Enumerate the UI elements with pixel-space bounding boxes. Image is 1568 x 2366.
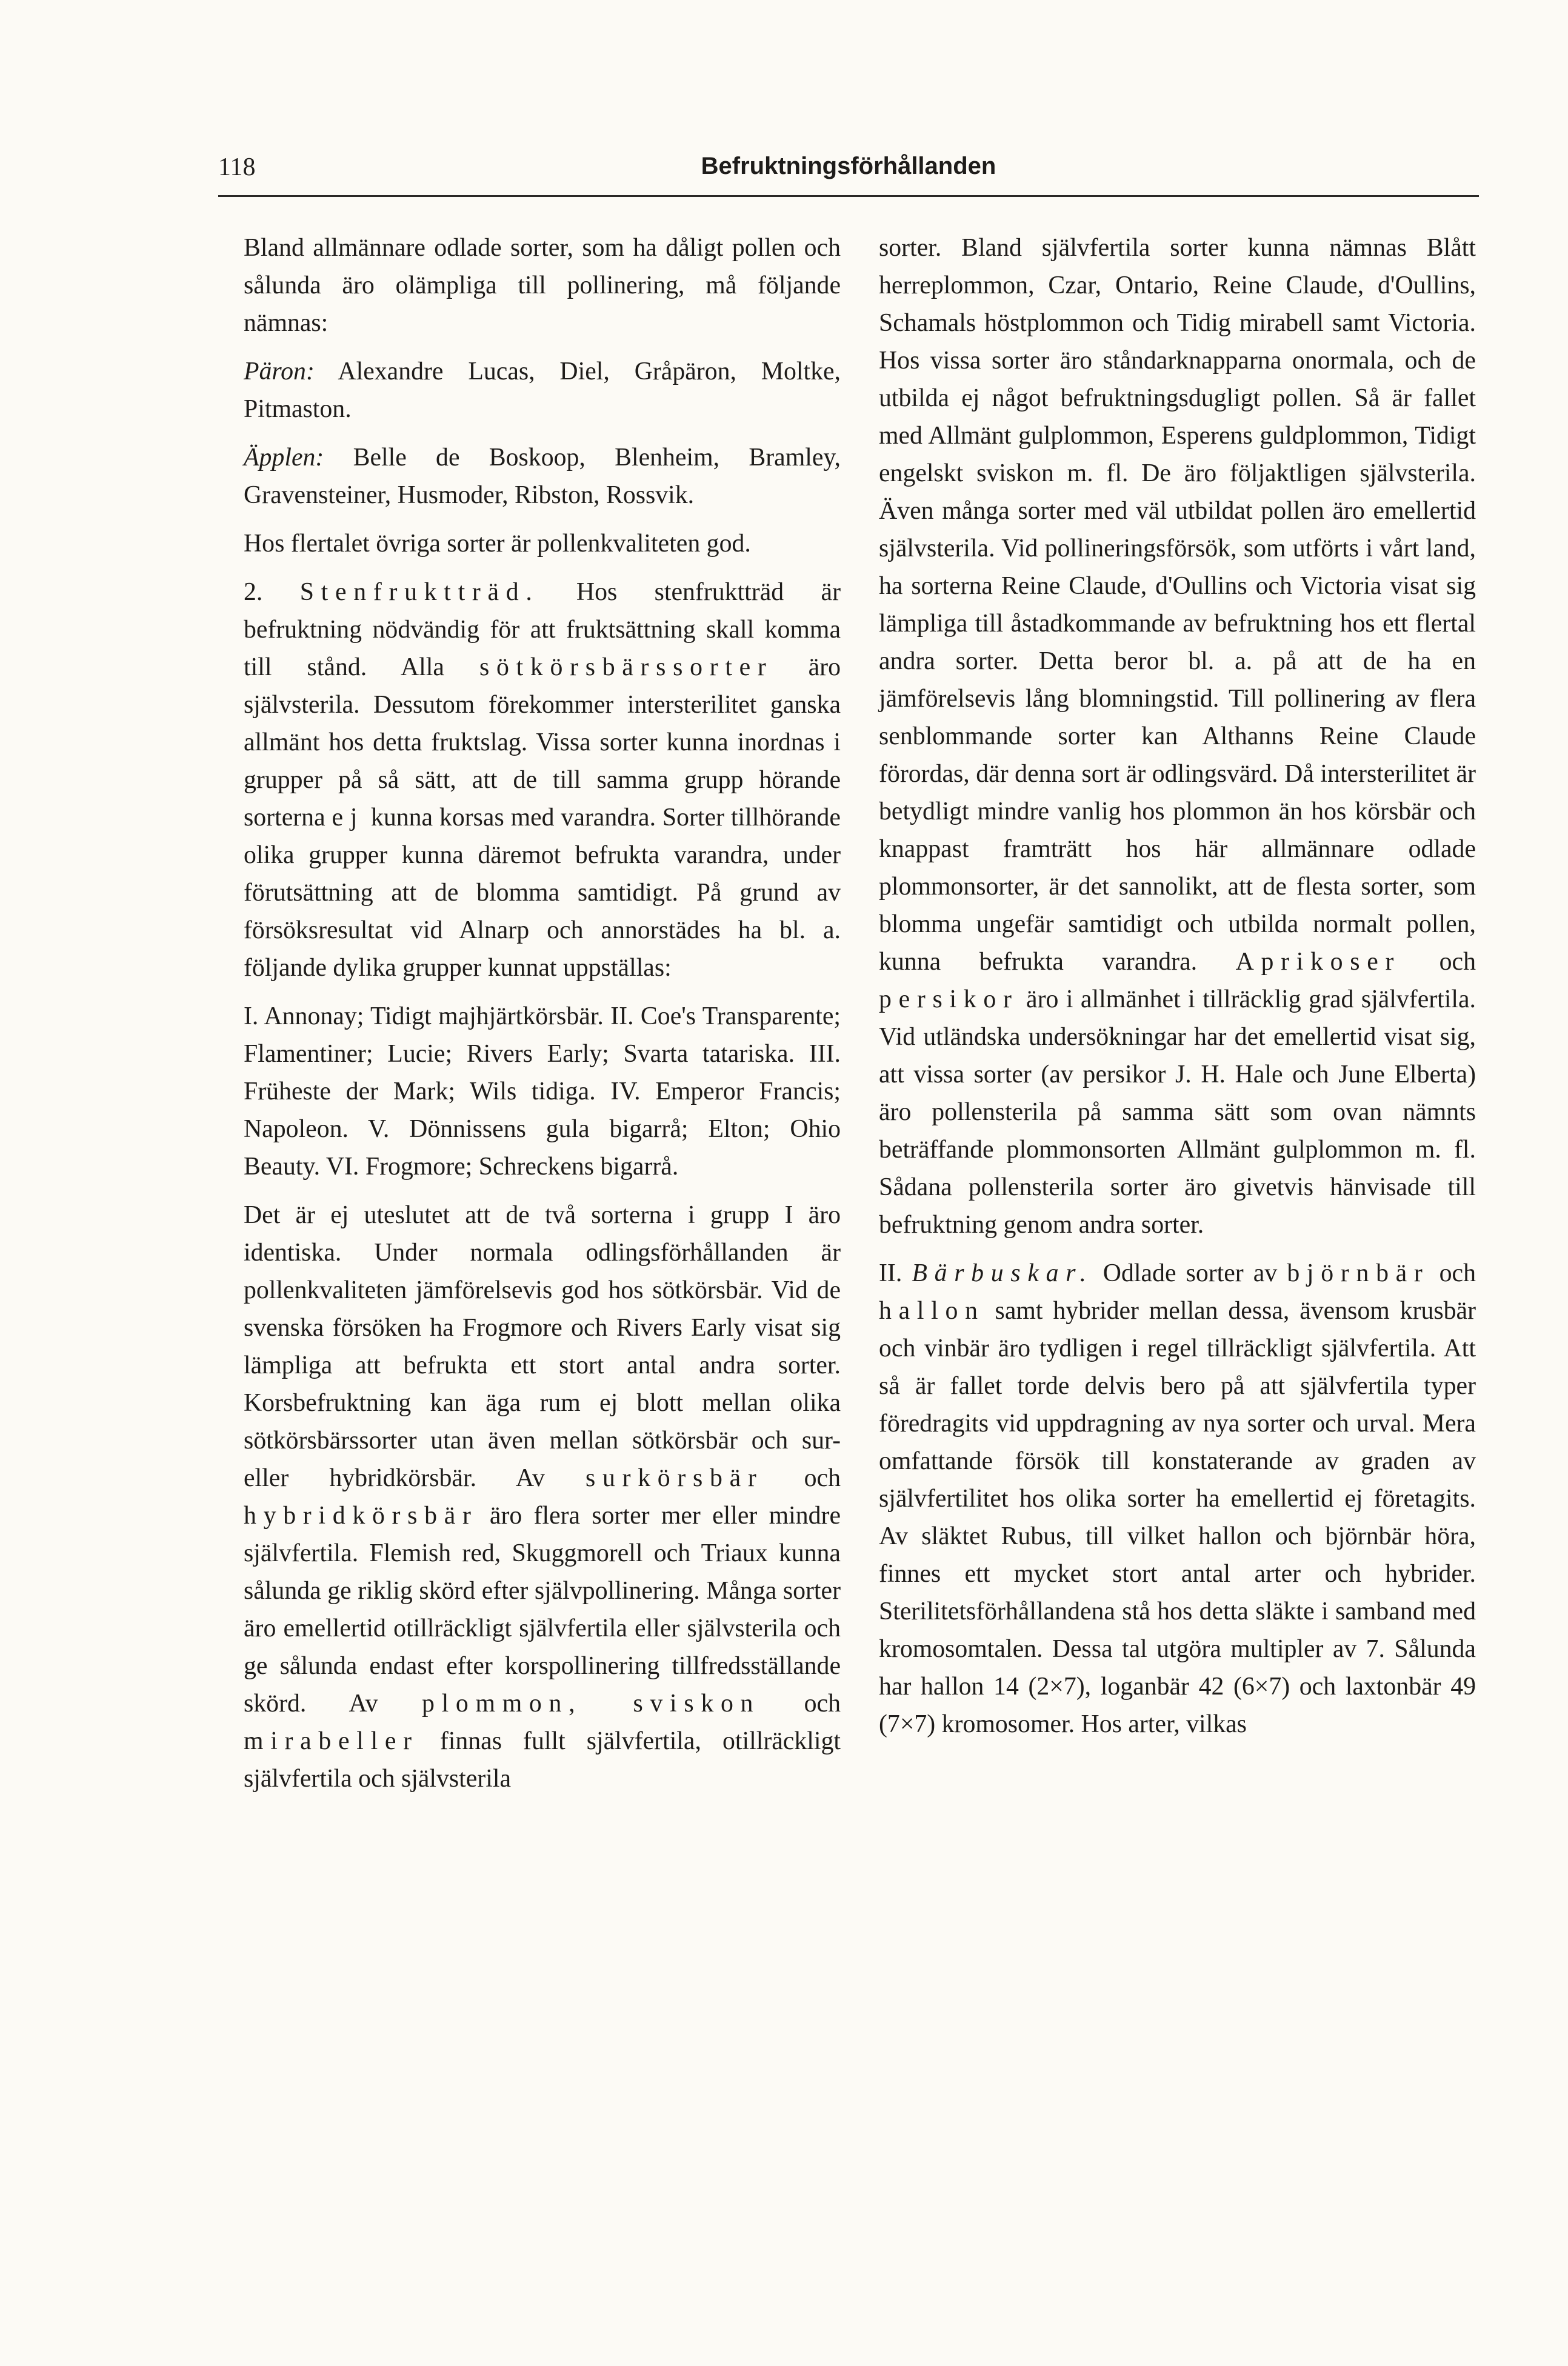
paragraph-text: äro självsterila. Dessutom förekommer intersterilitet ganska allmänt hos detta fruktslag. Vissa sorter kunna inordnas i grupper på så sätt, att de till samma grupp hörande sorterna bbox=[244, 653, 841, 831]
paragraph-text: Hos flertalet övriga sorter är pollenkvaliteten god. bbox=[244, 530, 751, 558]
page-header bbox=[218, 153, 1479, 197]
spaced-term: hybridkörsbär bbox=[244, 1502, 478, 1530]
paragraph-text: Alexandre Lucas, Diel, Gråpäron, Moltke, Pitmaston. bbox=[244, 358, 841, 423]
spaced-term: hallon bbox=[879, 1297, 985, 1325]
paragraph-text: äro flera sorter mer eller mindre självfertila. Flemish red, Skuggmorell och Triaux kunna sålunda ge riklig skörd efter självpollinering. Många sorter äro emellertid otillräckligt självfertila eller självsterila och ge sålunda endast efter korspollinering tillfredsställande skörd. Av bbox=[244, 1502, 841, 1718]
paragraph bbox=[244, 353, 841, 428]
spaced-term: björnbär bbox=[1287, 1259, 1430, 1287]
paragraph bbox=[879, 1255, 1476, 1743]
section-number: II. bbox=[879, 1259, 912, 1287]
spaced-term: persikor bbox=[879, 985, 1019, 1013]
italic-label: Päron: bbox=[244, 358, 315, 385]
spaced-term: surkörsbär bbox=[585, 1464, 764, 1492]
section-number: 2. bbox=[244, 578, 300, 606]
spaced-term: Aprikoser bbox=[1235, 948, 1401, 976]
paragraph bbox=[244, 525, 841, 562]
paragraph-text: finnas fullt självfertila, otillräckligt självfertila och självsterila bbox=[244, 1727, 841, 1793]
spaced-term: plommon, sviskon bbox=[421, 1690, 761, 1718]
paragraph-text: och bbox=[763, 1464, 841, 1492]
paragraph bbox=[244, 439, 841, 514]
paragraph bbox=[244, 229, 841, 342]
paragraph-text: och bbox=[760, 1690, 841, 1718]
left-column bbox=[244, 229, 841, 1808]
spaced-term: mirabeller bbox=[244, 1727, 419, 1755]
paragraph-text: Belle de Boskoop, Blenheim, Bramley, Gravensteiner, Husmoder, Ribston, Rossvik. bbox=[244, 444, 841, 509]
paragraph-text: kunna korsas med varandra. Sorter tillhörande olika grupper kunna däremot befrukta varandra, under förutsättning att de blomma samtidigt. På grund av försöksresultat vid Alnarp och annorstädes ha bl. a. följande dylika grupper kunnat uppställas: bbox=[244, 804, 841, 982]
paragraph-text: Bland allmännare odlade sorter, som ha dåligt pollen och sålunda äro olämpliga till pollinering, må följande nämnas: bbox=[244, 234, 841, 337]
paragraph-text: Odlade sorter av bbox=[1093, 1259, 1287, 1287]
italic-label: Äpplen: bbox=[244, 444, 324, 472]
paragraph-text: äro i allmänhet i tillräcklig grad självfertila. Vid utländska undersökningar har det emellertid visat sig, att vissa sorter (av persikor J. H. Hale och June Elberta) äro pollensterila på samma sätt som ovan nämnts beträffande plommonsorten Allmänt gulplommon m. fl. Sådana pollensterila sorter äro givetvis hänvisade till befruktning genom andra sorter. bbox=[879, 985, 1476, 1239]
spaced-term: ej bbox=[332, 804, 365, 831]
paragraph-text: sorter. Bland självfertila sorter kunna nämnas Blått herreplommon, Czar, Ontario, Reine Claude, d'Oullins, Schamals höstplommon och Tidig mirabell samt Victoria. Hos vissa sorter äro ståndarknapparna onormala, och de utbilda ej något befruktningsdugligt pollen. Så är fallet med Allmänt gulplommon, Esperens guldplommon, Tidigt engelskt sviskon m. fl. De äro följaktligen självsterila. Även många sorter med väl utbildat pollen äro emellertid självsterila. Vid pollineringsförsök, som utförts i vårt land, ha sorterna Reine Claude, d'Oullins och Victoria visat sig lämpliga till åstadkommande av befruktning hos ett flertal andra sorter. Detta beror bl. a. på att de ha en jämförelsevis lång blomningstid. Till pollinering av flera senblommande sorter kan Althanns Reine Claude förordas, där denna sort är odlingsvärd. Då intersterilitet är betydligt mindre vanlig hos plommon än hos körsbär och knappast framträtt hos här allmännare odlade plommonsorter, är det sannolikt, att de flesta sorter, som blomma ungefär samtidigt och utbilda normalt pollen, kunna befrukta varandra. bbox=[879, 234, 1476, 976]
paragraph-text: och bbox=[1401, 948, 1476, 976]
paragraph-text: Hos stenfruktträd är befruktning nödvändig för att fruktsättning skall komma till stånd. Alla bbox=[244, 578, 841, 681]
italic-spaced-term: Bärbuskar. bbox=[912, 1259, 1093, 1287]
paragraph bbox=[244, 573, 841, 987]
paragraph-text: och bbox=[1429, 1259, 1476, 1287]
page-number: 118 bbox=[218, 153, 256, 181]
running-title: Befruktningsförhållanden bbox=[701, 153, 996, 179]
paragraph-text: I. Annonay; Tidigt majhjärtkörsbär. II. Coe's Transparente; Flamentiner; Lucie; Rivers Early; Svarta tatariska. III. Früheste der Mark; Wils tidiga. IV. Emperor Francis; Napoleon. V. Dönnissens gula bigarrå; Elton; Ohio Beauty. VI. Frogmore; Schreckens bigarrå. bbox=[244, 1002, 841, 1181]
spaced-term: Stenfruktträd. bbox=[299, 578, 539, 606]
paragraph bbox=[879, 229, 1476, 1244]
paragraph-text: Det är ej uteslutet att de två sorterna i grupp I äro identiska. Under normala odlingsförhållanden är pollenkvaliteten jämförelsevis god hos sötkörsbär. Vid de svenska försöken ha Frogmore och Rivers Early visat sig lämpliga att befrukta ett stort antal andra sorter. Korsbefruktning kan äga rum ej blott mellan olika sötkörsbärssorter utan även mellan sötkörsbär och sur- eller hybridkörsbär. Av bbox=[244, 1201, 841, 1492]
paragraph bbox=[244, 1196, 841, 1798]
paragraph bbox=[244, 998, 841, 1185]
spaced-term: sötkörsbärssorter bbox=[479, 653, 773, 681]
paragraph-text: samt hybrider mellan dessa, ävensom krusbär och vinbär äro tydligen i regel tillräckligt självfertila. Att så är fallet torde delvis bero på att självfertila typer föredragits vid uppdragning av nya sorter och urval. Mera omfattande försök till konstaterande av graden av självfertilitet hos olika sorter ha emellertid ej företagits. Av släktet Rubus, till vilket hallon och björnbär höra, finnes ett mycket stort antal arter och hybrider. Sterilitetsförhållandena stå hos detta släkte i samband med kromosomtalen. Dessa tal utgöra multipler av 7. Sålunda har hallon 14 (2×7), loganbär 42 (6×7) och laxtonbär 49 (7×7) kromosomer. Hos arter, vilkas bbox=[879, 1297, 1476, 1738]
right-column bbox=[879, 229, 1476, 1754]
